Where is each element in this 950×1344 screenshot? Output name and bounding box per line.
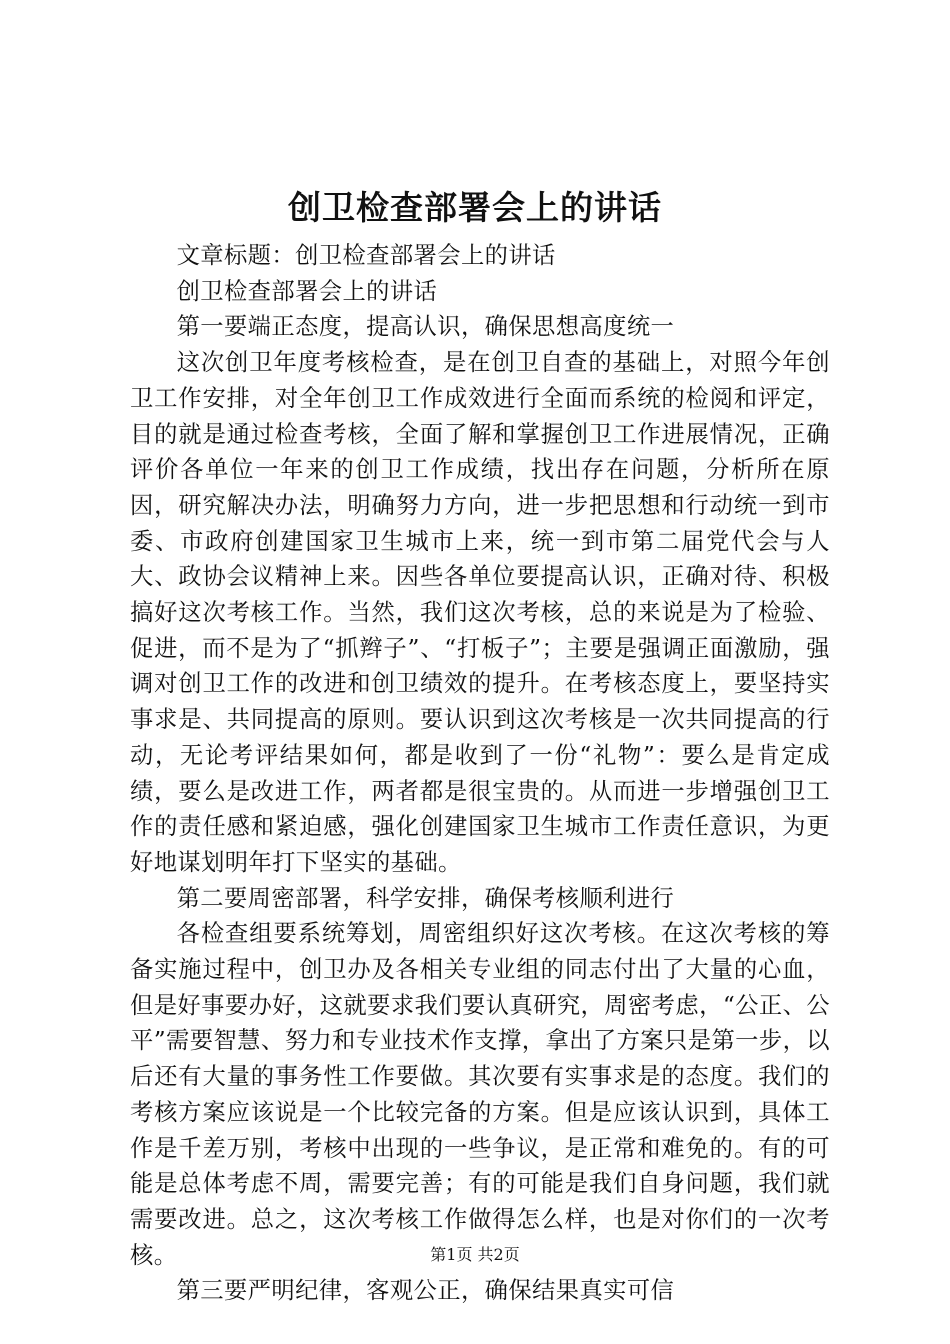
section-paragraph-1: 这次创卫年度考核检查，是在创卫自查的基础上，对照今年创卫工作安排，对全年创卫工作成效进行全面而系统的检阅和评定，目的就是通过检查考核，全面了解和掌握创卫工作进展情况，正确评价各单位一年来的创卫工作成绩，找出存在问题，分析所在原因，研究解决办法，明确努力方向，进一步把思想和行动统一到市委、市政府创建国家卫生城市上来，统一到市第二届党代会与人大、政协会议精神上来。因些各单位要提高认识，正确对待、积极搞好这次考核工作。当然，我们这次考核，总的来说是为了检验、促进，而不是为了“抓辫子”、“打板子”；主要是强调正面激励，强调对创卫工作的改进和创卫绩效的提升。在考核态度上，要坚持实事求是、共同提高的原则。要认识到这次考核是一次共同提高的行动，无论考评结果如何，都是收到了一份“礼物”：要么是肯定成绩，要么是改进工作，两者都是很宝贵的。从而进一步增强创卫工作的责任感和紧迫感，强化创建国家卫生城市工作责任意识，为更好地谋划明年打下坚实的基础。 [130,349,830,876]
section-paragraph-2: 各检查组要系统筹划，周密组织好这次考核。在这次考核的筹备实施过程中，创卫办及各相关专业组的同志付出了大量的心血，但是好事要办好，这就要求我们要认真研究，周密考虑，“公正、公平”需要智慧、努力和专业技术作支撑，拿出了方案只是第一步，以后还有大量的事务性工作要做。其次要有实事求是的态度。我们的考核方案应该说是一个比较完备的方案。但是应该认识到，具体工作是千差万别，考核中出现的一些争议，是正常和难免的。有的可能是总体考虑不周，需要完善；有的可能是我们自身问题，我们就需要改进。总之，这次考核工作做得怎么样，也是对你们的一次考核。 [130,920,830,1269]
section-heading-2: 第二要周密部署，科学安排，确保考核顺利进行 [176,884,675,912]
subtitle-line: 创卫检查部署会上的讲话 [176,277,438,305]
page-number-footer: 第1页 共2页 [430,1245,520,1264]
article-title-line: 文章标题：创卫检查部署会上的讲话 [176,242,556,269]
section-heading-1: 第一要端正态度，提高认识，确保思想高度统一 [176,313,675,341]
document-title: 创卫检查部署会上的讲话 [288,188,662,227]
section-heading-3: 第三要严明纪律，客观公正，确保结果真实可信 [176,1277,675,1305]
document-body [130,238,830,1309]
